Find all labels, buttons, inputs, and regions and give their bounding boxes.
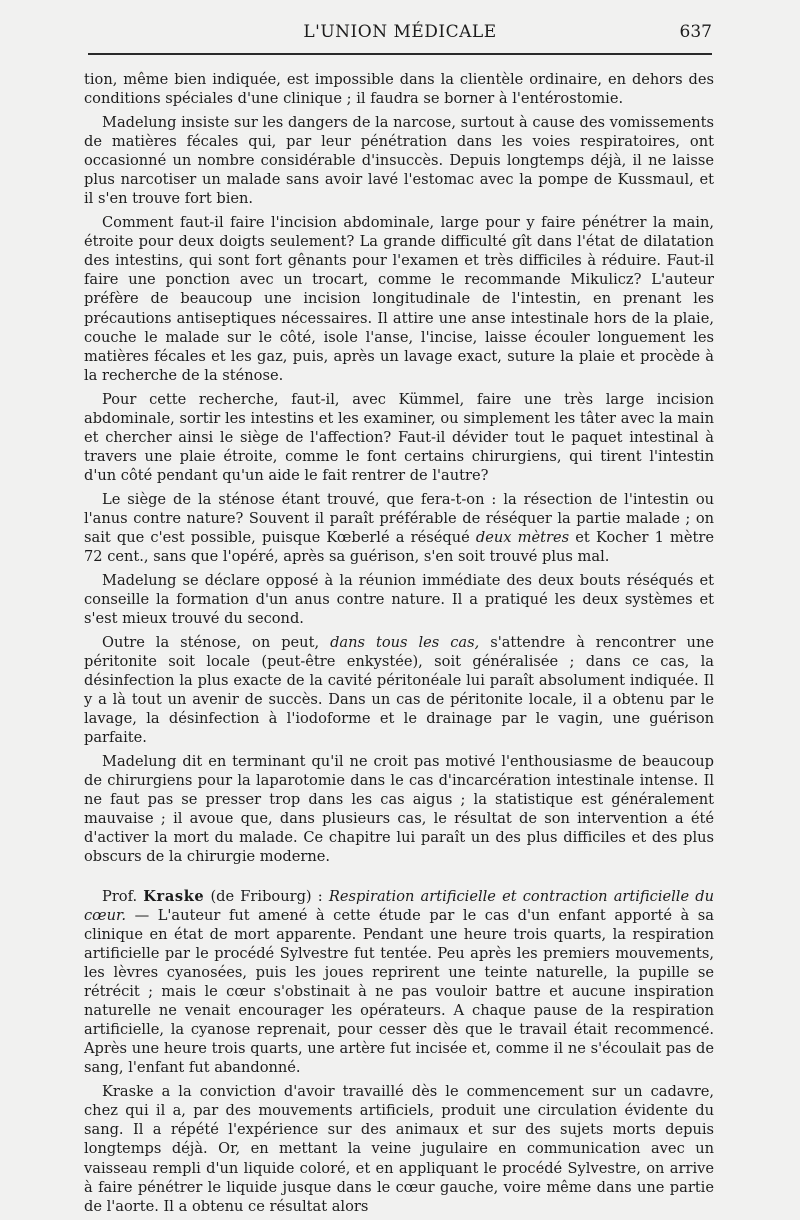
paragraph-5-text-a: Le siège de la sténose étant trouvé, que fera-t-on : la résection de l'intestin ou l'anus contre nature? Souvent il paraît préférable de réséquer la partie malade ; on sait que c'est possible, puisque Kœberlé a réséqué — [84, 490, 714, 546]
paragraph-10: Kraske a la conviction d'avoir travaillé dès le commencement sur un cadavre, chez qui il a, par des mouvements artificiels, produit une circulation évidente du sang. Il a répété l'expérience sur des animaux et sur des sujets morts depuis longtemps déjà. Or, en mettant la veine jugulaire en communication avec un vaisseau rempli d'un liquide coloré, et en appliquant le procédé Sylvestre, on arrive à faire pénétrer le liquide jusque dans le cœur gauche, voire même dans une partie de l'aorte. Il a obtenu ce résultat alors — [84, 1083, 714, 1215]
paragraph-7-emphasis: dans tous les cas, — [330, 633, 480, 651]
paragraph-5-emphasis: deux mètres — [475, 528, 570, 546]
paragraph-9-prefix: Prof. — [102, 887, 144, 905]
paragraph-5-text-b: et Kocher 1 mètre 72 cent., sans que l'opéré, après sa guérison, s'en soit trouvé plus mal. — [84, 528, 714, 565]
paragraph-7 — [84, 633, 714, 748]
paragraph-6: Madelung se déclare opposé à la réunion immédiate des deux bouts réséqués et conseille la formation d'un anus contre nature. Il a pratiqué les deux systèmes et s'est mieux trouvé du second. — [84, 571, 714, 627]
paragraph-3: Comment faut-il faire l'incision abdominale, large pour y faire pénétrer la main, étroite pour deux doigts seulement? La grande difficulté gît dans l'état de dilatation des intestins, qui sont fort gênants pour l'examen et très difficiles à réduire. Faut-il faire une ponction avec un trocart, comme le recommande Mikulicz? L'auteur préfère de beaucoup une incision longitudinale de l'intestin, en prenant les précautions antiseptiques nécessaires. Il attire une anse intestinale hors de la plaie, couche le malade sur le côté, isole l'anse, l'incise, laisse écouler longuement les matières fécales et les gaz, puis, après un lavage exact, suture la plaie et procède à la recherche de la sténose. — [84, 214, 714, 384]
paragraph-9-text: — L'auteur fut amené à cette étude par le cas d'un enfant apporté à sa clinique en état de mort apparente. Pendant une heure trois quarts, la respiration artificielle par le procédé Sylvestre fut tentée. Peu après les premiers mouvements, les lèvres cyanosées, puis les joues reprirent une teinte naturelle, la pupille se rétrécit ; mais le cœur s'obstinait à ne pas vouloir battre et aucune inspiration naturelle ne venait encourager les opérateurs. A chaque pause de la respiration artificielle, la cyanose reprenait, pour cesser dès que le travail était recommencé. Après une heure trois quarts, une artère fut incisée et, comme il ne s'écoulait pas de sang, l'enfant fut abandonné. — [84, 906, 714, 1077]
header-rule — [88, 53, 712, 55]
page-number: 637 — [679, 22, 712, 42]
paragraph-9 — [84, 887, 714, 1078]
author-affiliation: (de Fribourg) : — [204, 887, 329, 905]
journal-title: L'UNION MÉDICALE — [303, 22, 497, 42]
paragraph-1: tion, même bien indiquée, est impossible dans la clientèle ordinaire, en dehors des conditions spéciales d'une clinique ; il faudra se borner à l'entérostomie. — [84, 71, 714, 108]
article-body — [84, 70, 714, 1220]
paragraph-7-text-a: Outre la sténose, on peut, — [102, 633, 331, 651]
paragraph-4: Pour cette recherche, faut-il, avec Kümmel, faire une très large incision abdominale, sortir les intestins et les examiner, ou simplement les tâter avec la main et chercher ainsi le siège de l'affection? Faut-il dévider tout le paquet intestinal à travers une plaie étroite, comme le font certains chirurgiens, qui tirent l'intestin d'un côté pendant qu'un aide le fait rentrer de l'autre? — [84, 390, 714, 484]
paragraph-8: Madelung dit en terminant qu'il ne croit pas motivé l'enthousiasme de beaucoup de chirurgiens pour la laparotomie dans le cas d'incarcération intestinale intense. Il ne faut pas se presser trop dans les cas aigus ; la statistique est généralement mauvaise ; il avoue que, dans plusieurs cas, le résultat de son intervention a été d'activer la mort du malade. Ce chapitre lui paraît un des plus difficiles et des plus obscurs de la chirurgie moderne. — [84, 753, 714, 866]
author-name: Kraske — [143, 887, 205, 905]
paragraph-7-text-b: s'attendre à rencontrer une péritonite soit locale (peut-être enkystée), soit généralisée ; dans ce cas, la désinfection la plus exacte de la cavité péritonéale lui paraît absolument indiquée. Il y a là tout un avenir de succès. Dans un cas de péritonite locale, il a obtenu par le lavage, la désinfection à l'iodoforme et le drainage par le vagin, une guérison parfaite. — [84, 633, 714, 747]
paragraph-5 — [84, 490, 714, 566]
article-title: Respiration artificielle et contraction artificielle du cœur. — [84, 887, 714, 924]
running-head — [88, 22, 712, 46]
paragraph-2: Madelung insiste sur les dangers de la narcose, surtout à cause des vomissements de matières fécales qui, par leur pénétration dans les voies respiratoires, ont occasionné un nombre considérable d'insuccès. Depuis longtemps déjà, il ne laisse plus narcotiser un malade sans avoir lavé l'estomac avec la pompe de Kussmaul, et il s'en trouve fort bien. — [84, 113, 714, 208]
